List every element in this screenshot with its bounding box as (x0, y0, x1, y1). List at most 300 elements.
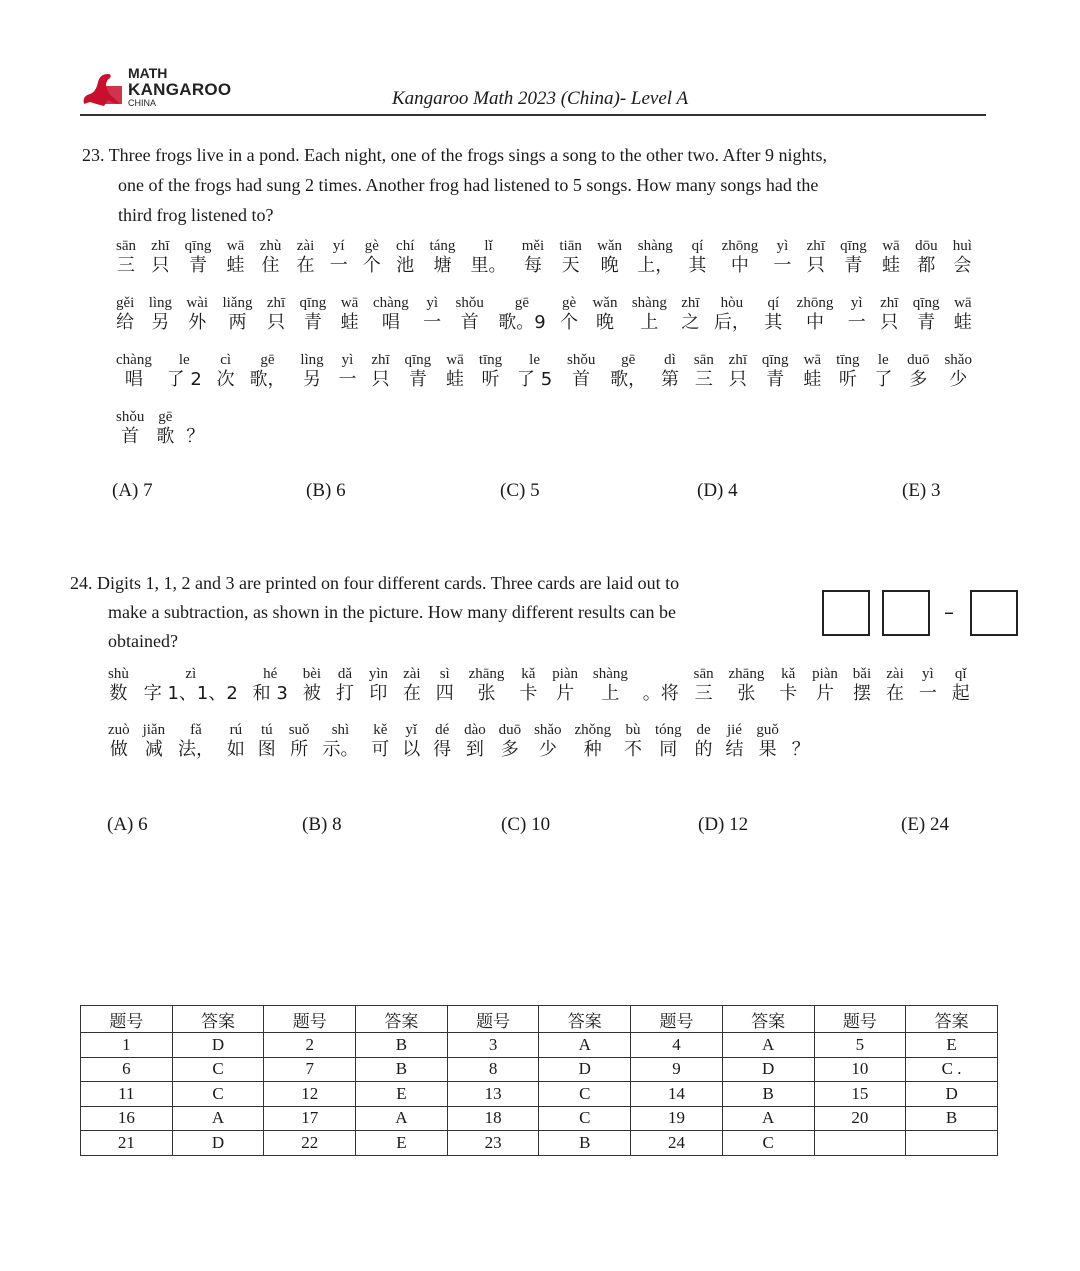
pinyin-char-pair (762, 352, 789, 391)
pinyin-text: sì (439, 666, 450, 682)
pinyin-text: sān (693, 666, 714, 682)
hanzi-text: 一 (918, 683, 937, 704)
subtraction-picture (820, 588, 1024, 640)
hanzi-text: 蛙 (445, 369, 464, 390)
hanzi-text: 张 (477, 683, 496, 704)
pinyin-char-pair (915, 238, 938, 277)
hanzi-text: 塘 (433, 255, 452, 276)
pinyin-text: zhāng (468, 666, 505, 682)
answer-cell: B (356, 1057, 448, 1082)
hanzi-text: 上 (601, 683, 620, 704)
hanzi-text: 三 (694, 683, 713, 704)
pinyin-text: shǎo (944, 352, 972, 368)
pinyin-char-pair (371, 722, 389, 761)
hanzi-text: 打 (335, 683, 354, 704)
question-number-cell: 15 (814, 1082, 906, 1107)
pinyin-text: yí (332, 238, 345, 254)
q24-text-line-3: obtained? (108, 631, 178, 651)
hanzi-text: 歌， (610, 369, 647, 390)
q23-text-line-2: one of the frogs had sung 2 times. Another frog had listened to 5 songs. How many songs had the (118, 175, 819, 195)
q24-text-line-1: 24. Digits 1, 1, 2 and 3 are printed on four different cards. Three cards are laid out to (70, 573, 680, 593)
answer-cell: E (356, 1082, 448, 1107)
hanzi-text: 会 (953, 255, 972, 276)
hanzi-text: 片 (556, 683, 575, 704)
card-box-2 (882, 590, 930, 636)
hanzi-text: 。将 (642, 683, 679, 704)
q23-choice-d[interactable]: (D) 4 (697, 480, 738, 501)
pinyin-text: tóng (654, 722, 682, 738)
hanzi-text: 片 (816, 683, 834, 704)
pinyin-char-pair (186, 409, 204, 448)
question-number-cell: 3 (447, 1033, 539, 1058)
q24-choice-b[interactable]: (B) 8 (302, 814, 342, 835)
pinyin-char-pair (303, 666, 321, 705)
hanzi-text: 第 (661, 369, 679, 390)
table-header-cell: 答案 (539, 1006, 631, 1033)
q23-text-line-1: 23. Three frogs live in a pond. Each night, one of the frogs sings a song to the other two. After 9 nights, (82, 145, 828, 165)
answer-cell: D (172, 1131, 264, 1156)
pinyin-text: zài (296, 238, 315, 254)
table-header-cell: 题号 (814, 1006, 906, 1033)
q24-choices (0, 814, 1080, 840)
hanzi-text: 做 (109, 739, 128, 760)
hanzi-text: 青 (408, 369, 427, 390)
hanzi-text: 个 (560, 312, 579, 333)
pinyin-text: shàng (592, 666, 628, 682)
hanzi-text: ？ (791, 739, 810, 760)
pinyin-text: duō (907, 352, 930, 368)
pinyin-char-pair (637, 238, 673, 277)
hanzi-text: 里。 (470, 255, 507, 276)
table-header-cell: 答案 (722, 1006, 814, 1033)
pinyin-char-pair (253, 666, 288, 705)
pinyin-char-pair (695, 722, 713, 761)
question-number-cell: 14 (631, 1082, 723, 1107)
hanzi-text: 其 (764, 312, 783, 333)
answer-cell: A (722, 1033, 814, 1058)
hanzi-text: 多 (909, 369, 928, 390)
pinyin-text: tú (260, 722, 273, 738)
q23-chinese-row (116, 238, 972, 277)
pinyin-text: liǎng (222, 295, 253, 311)
pinyin-text: zài (886, 666, 904, 682)
answer-cell: B (722, 1082, 814, 1107)
question-number-cell: 22 (264, 1131, 356, 1156)
q23-choice-a[interactable]: (A) 7 (112, 480, 153, 501)
pinyin-text: shì (331, 722, 350, 738)
question-number-cell (814, 1131, 906, 1156)
pinyin-text: zì (185, 666, 197, 682)
q23-chinese-row (116, 295, 972, 334)
table-header-cell: 答案 (356, 1006, 448, 1033)
answer-cell: C . (906, 1057, 998, 1082)
pinyin-text: tiān (559, 238, 582, 254)
pinyin-text: dì (664, 352, 676, 368)
hanzi-text: 另 (303, 369, 321, 390)
pinyin-text: shǎo (534, 722, 562, 738)
pinyin-char-pair (144, 666, 238, 705)
table-row (81, 1057, 998, 1082)
pinyin-char-pair (913, 295, 940, 334)
hanzi-text: 印 (369, 683, 388, 704)
pinyin-char-pair (725, 722, 743, 761)
pinyin-char-pair (681, 295, 699, 334)
hanzi-text: 张 (737, 683, 756, 704)
pinyin-char-pair (643, 666, 679, 705)
hanzi-text: 如 (226, 739, 245, 760)
pinyin-text: guǒ (756, 722, 779, 738)
pinyin-char-pair (156, 409, 174, 448)
pinyin-char-pair (848, 295, 866, 334)
answer-cell: D (539, 1057, 631, 1082)
pinyin-text: zhī (266, 295, 286, 311)
hanzi-text: 上， (637, 255, 674, 276)
pinyin-char-pair (217, 352, 235, 391)
pinyin-text: hòu (720, 295, 744, 311)
pinyin-text: wā (446, 352, 464, 368)
pinyin-text: yìn (368, 666, 388, 682)
pinyin-text: dōu (915, 238, 938, 254)
pinyin-char-pair (222, 295, 252, 334)
pinyin-text: qīng (761, 352, 789, 368)
pinyin-text: wài (186, 295, 209, 311)
hanzi-text: 青 (844, 255, 863, 276)
question-number-cell: 10 (814, 1057, 906, 1082)
pinyin-char-pair (227, 238, 245, 277)
hanzi-text: 三 (694, 369, 713, 390)
pinyin-char-pair (729, 352, 747, 391)
table-row (81, 1033, 998, 1058)
pinyin-char-pair (108, 722, 130, 761)
table-header-cell: 题号 (81, 1006, 173, 1033)
logo-word-kangaroo: KANGAROO (128, 80, 232, 99)
pinyin-char-pair (116, 238, 136, 277)
pinyin-char-pair (456, 295, 484, 334)
hanzi-text: 只 (880, 312, 899, 333)
answer-cell (906, 1131, 998, 1156)
card-box-1 (822, 590, 870, 636)
pinyin-char-pair (907, 352, 930, 391)
pinyin-char-pair (423, 295, 441, 334)
pinyin-char-pair (779, 666, 797, 705)
hanzi-text: 只 (371, 369, 390, 390)
pinyin-char-pair (807, 238, 825, 277)
hanzi-text: 个 (362, 255, 381, 276)
question-number-cell: 12 (264, 1082, 356, 1107)
pinyin-text: bù (625, 722, 641, 738)
hanzi-text: 天 (561, 255, 580, 276)
pinyin-text: zhī (806, 238, 825, 254)
pinyin-char-pair (517, 352, 552, 391)
q24-choice-a[interactable]: (A) 6 (107, 814, 148, 835)
hanzi-text: 的 (694, 739, 713, 760)
pinyin-text: zhī (728, 352, 747, 368)
hanzi-text: 蛙 (803, 369, 822, 390)
question-number-cell: 11 (81, 1082, 173, 1107)
pinyin-char-pair (944, 352, 972, 391)
pinyin-char-pair (330, 238, 348, 277)
q24-choice-c[interactable]: (C) 10 (501, 814, 551, 835)
pinyin-text: de (696, 722, 711, 738)
pinyin-char-pair (593, 666, 628, 705)
pinyin-char-pair (363, 238, 381, 277)
minus-sign: – (944, 600, 954, 624)
hanzi-text: 被 (302, 683, 321, 704)
q23-chinese-row (116, 352, 972, 391)
pinyin-char-pair (499, 722, 522, 761)
pinyin-char-pair (116, 409, 144, 448)
pinyin-char-pair (773, 238, 791, 277)
pinyin-text: bǎi (852, 666, 872, 682)
header-divider (80, 114, 986, 116)
hanzi-text: 只 (151, 255, 170, 276)
pinyin-text: zhōng (796, 295, 834, 311)
pinyin-text: wǎn (597, 238, 623, 254)
pinyin-char-pair (260, 238, 282, 277)
question-number-cell: 5 (814, 1033, 906, 1058)
pinyin-char-pair (471, 238, 507, 277)
hanzi-text: 听 (838, 369, 857, 390)
hanzi-text: 首 (460, 312, 479, 333)
pinyin-text: shàng (631, 295, 667, 311)
pinyin-char-pair (574, 722, 611, 761)
question-number-cell: 24 (631, 1131, 723, 1156)
pinyin-text: shǒu (567, 352, 596, 368)
hanzi-text: 给 (116, 312, 135, 333)
hanzi-text: 多 (500, 739, 519, 760)
pinyin-text: rú (229, 722, 243, 738)
hanzi-text: 只 (728, 369, 747, 390)
q23-choices (0, 480, 1080, 506)
question-number-cell: 9 (631, 1057, 723, 1082)
hanzi-text: 所 (290, 739, 309, 760)
math-kangaroo-logo (80, 66, 230, 112)
hanzi-text: 数 (109, 683, 128, 704)
pinyin-text: jiǎn (142, 722, 166, 738)
pinyin-text: lìng (148, 295, 173, 311)
answer-cell: A (539, 1033, 631, 1058)
question-number-cell: 23 (447, 1131, 539, 1156)
q23-chinese-row (116, 409, 206, 448)
answer-cell: A (722, 1106, 814, 1131)
hanzi-text: 蛙 (340, 312, 359, 333)
pinyin-char-pair (610, 352, 646, 391)
pinyin-text: fǎ (190, 722, 202, 738)
pinyin-text: dǎ (337, 666, 353, 682)
hanzi-text: 唱 (124, 369, 143, 390)
answer-cell: D (906, 1082, 998, 1107)
q23-text-line-3: third frog listened to? (118, 205, 274, 225)
hanzi-text: 在 (402, 683, 421, 704)
pinyin-text: wā (954, 295, 972, 311)
pinyin-char-pair (764, 295, 782, 334)
answer-cell: B (906, 1106, 998, 1131)
pinyin-text: wā (803, 352, 822, 368)
pinyin-text: le (877, 352, 889, 368)
table-header-cell: 题号 (447, 1006, 539, 1033)
pinyin-text: qīng (299, 295, 327, 311)
hanzi-text: 三 (117, 255, 135, 276)
pinyin-char-pair (880, 295, 898, 334)
q23-choice-c[interactable]: (C) 5 (500, 480, 540, 501)
pinyin-text: cì (220, 352, 232, 368)
hanzi-text: 晚 (600, 255, 619, 276)
pinyin-char-pair (592, 295, 617, 334)
pinyin-char-pair (519, 666, 537, 705)
answer-cell: C (722, 1131, 814, 1156)
pinyin-char-pair (258, 722, 276, 761)
hanzi-text: 青 (766, 369, 785, 390)
pinyin-text: dé (435, 722, 450, 738)
pinyin-char-pair (534, 722, 562, 761)
hanzi-text: 歌。9 (498, 312, 546, 333)
pinyin-char-pair (882, 238, 900, 277)
pinyin-char-pair (722, 238, 759, 277)
pinyin-text: gěi (116, 295, 135, 311)
answer-cell: A (356, 1106, 448, 1131)
logo-word-china: CHINA (128, 98, 157, 108)
pinyin-char-pair (597, 238, 622, 277)
pinyin-char-pair (116, 295, 134, 334)
pinyin-text: gē (514, 295, 530, 311)
hanzi-text: 起 (951, 683, 970, 704)
hanzi-text: 不 (624, 739, 643, 760)
hanzi-text: 果 (758, 739, 777, 760)
table-row (81, 1106, 998, 1131)
pinyin-text: zhù (259, 238, 282, 254)
q23-choice-b[interactable]: (B) 6 (306, 480, 346, 501)
hanzi-text: 青 (917, 312, 936, 333)
question-number-cell: 16 (81, 1106, 173, 1131)
hanzi-text: 其 (688, 255, 707, 276)
q23-choice-e[interactable]: (E) 3 (902, 480, 941, 501)
hanzi-text: 图 (257, 739, 276, 760)
pinyin-text: kě (373, 722, 388, 738)
table-header-cell: 题号 (264, 1006, 356, 1033)
pinyin-text: zài (403, 666, 421, 682)
pinyin-char-pair (688, 238, 706, 277)
hanzi-text: 一 (847, 312, 866, 333)
hanzi-text: 四 (435, 683, 454, 704)
pinyin-char-pair (632, 295, 667, 334)
pinyin-text: chàng (116, 352, 152, 368)
kangaroo-icon (80, 70, 126, 110)
hanzi-text: 一 (329, 255, 348, 276)
pinyin-char-pair (341, 295, 359, 334)
pinyin-text: zhī (880, 295, 899, 311)
pinyin-text: shǒu (116, 409, 145, 425)
pinyin-text: tīng (478, 352, 503, 368)
answer-cell: D (172, 1033, 264, 1058)
pinyin-char-pair (840, 238, 867, 277)
pinyin-char-pair (373, 295, 409, 334)
pinyin-text: wǎn (592, 295, 618, 311)
pinyin-char-pair (403, 666, 421, 705)
hanzi-text: 之 (681, 312, 700, 333)
pinyin-char-pair (289, 722, 310, 761)
pinyin-text: wā (340, 295, 359, 311)
pinyin-text: qīng (840, 238, 867, 254)
pinyin-char-pair (479, 352, 502, 391)
pinyin-text: shàng (637, 238, 673, 254)
pinyin-char-pair (886, 666, 904, 705)
hanzi-text: 在 (296, 255, 315, 276)
pinyin-char-pair (404, 352, 431, 391)
pinyin-char-pair (108, 666, 129, 705)
table-header-cell: 题号 (631, 1006, 723, 1033)
pinyin-char-pair (694, 666, 714, 705)
question-number-cell: 7 (264, 1057, 356, 1082)
pinyin-text: le (178, 352, 190, 368)
hanzi-text: 每 (523, 255, 542, 276)
hanzi-text: 摆 (852, 683, 871, 704)
answer-cell: A (172, 1106, 264, 1131)
pinyin-char-pair (143, 722, 166, 761)
hanzi-text: 次 (216, 369, 235, 390)
pinyin-text: qīng (912, 295, 940, 311)
pinyin-text: huì (952, 238, 972, 254)
pinyin-char-pair (396, 238, 414, 277)
hanzi-text: 两 (228, 312, 247, 333)
pinyin-text: yì (850, 295, 863, 311)
q24-choice-e[interactable]: (E) 24 (901, 814, 950, 835)
pinyin-text: qīng (404, 352, 432, 368)
pinyin-text: qí (691, 238, 704, 254)
pinyin-text: zuò (108, 722, 130, 738)
hanzi-text: ？ (186, 426, 205, 447)
pinyin-text: bèi (302, 666, 322, 682)
pinyin-text: suǒ (288, 722, 310, 738)
hanzi-text: 少 (949, 369, 968, 390)
pinyin-char-pair (729, 666, 765, 705)
hanzi-text: 住 (261, 255, 280, 276)
pinyin-text: le (529, 352, 540, 368)
question-number-cell: 6 (81, 1057, 173, 1082)
pinyin-text: sān (116, 238, 136, 254)
hanzi-text: 和 3 (252, 683, 288, 704)
question-number-cell: 4 (631, 1033, 723, 1058)
pinyin-text: zhǒng (574, 722, 612, 738)
hanzi-text: 字 1、1、2 (143, 683, 238, 704)
question-number-cell: 17 (264, 1106, 356, 1131)
hanzi-text: 中 (730, 255, 749, 276)
hanzi-text: 示。 (322, 739, 359, 760)
question-number-cell: 2 (264, 1033, 356, 1058)
hanzi-text: 都 (917, 255, 936, 276)
pinyin-text: shù (108, 666, 129, 682)
pinyin-char-pair (300, 295, 327, 334)
pinyin-char-pair (151, 238, 169, 277)
pinyin-text: měi (521, 238, 545, 254)
pinyin-text: gē (621, 352, 636, 368)
table-header-row (81, 1006, 998, 1033)
answer-cell: C (539, 1106, 631, 1131)
pinyin-char-pair (322, 722, 358, 761)
q24-chinese-row (108, 722, 810, 761)
pinyin-text: gè (562, 295, 577, 311)
pinyin-text: wā (882, 238, 900, 254)
pinyin-char-pair (116, 352, 152, 391)
hanzi-text: 唱 (381, 312, 400, 333)
hanzi-text: 首 (572, 369, 591, 390)
hanzi-text: 了 5 (516, 369, 553, 390)
q24-choice-d[interactable]: (D) 12 (698, 814, 749, 835)
pinyin-char-pair (919, 666, 937, 705)
pinyin-text: qí (767, 295, 780, 311)
pinyin-text: duō (498, 722, 522, 738)
hanzi-text: 一 (338, 369, 357, 390)
pinyin-char-pair (655, 722, 682, 761)
